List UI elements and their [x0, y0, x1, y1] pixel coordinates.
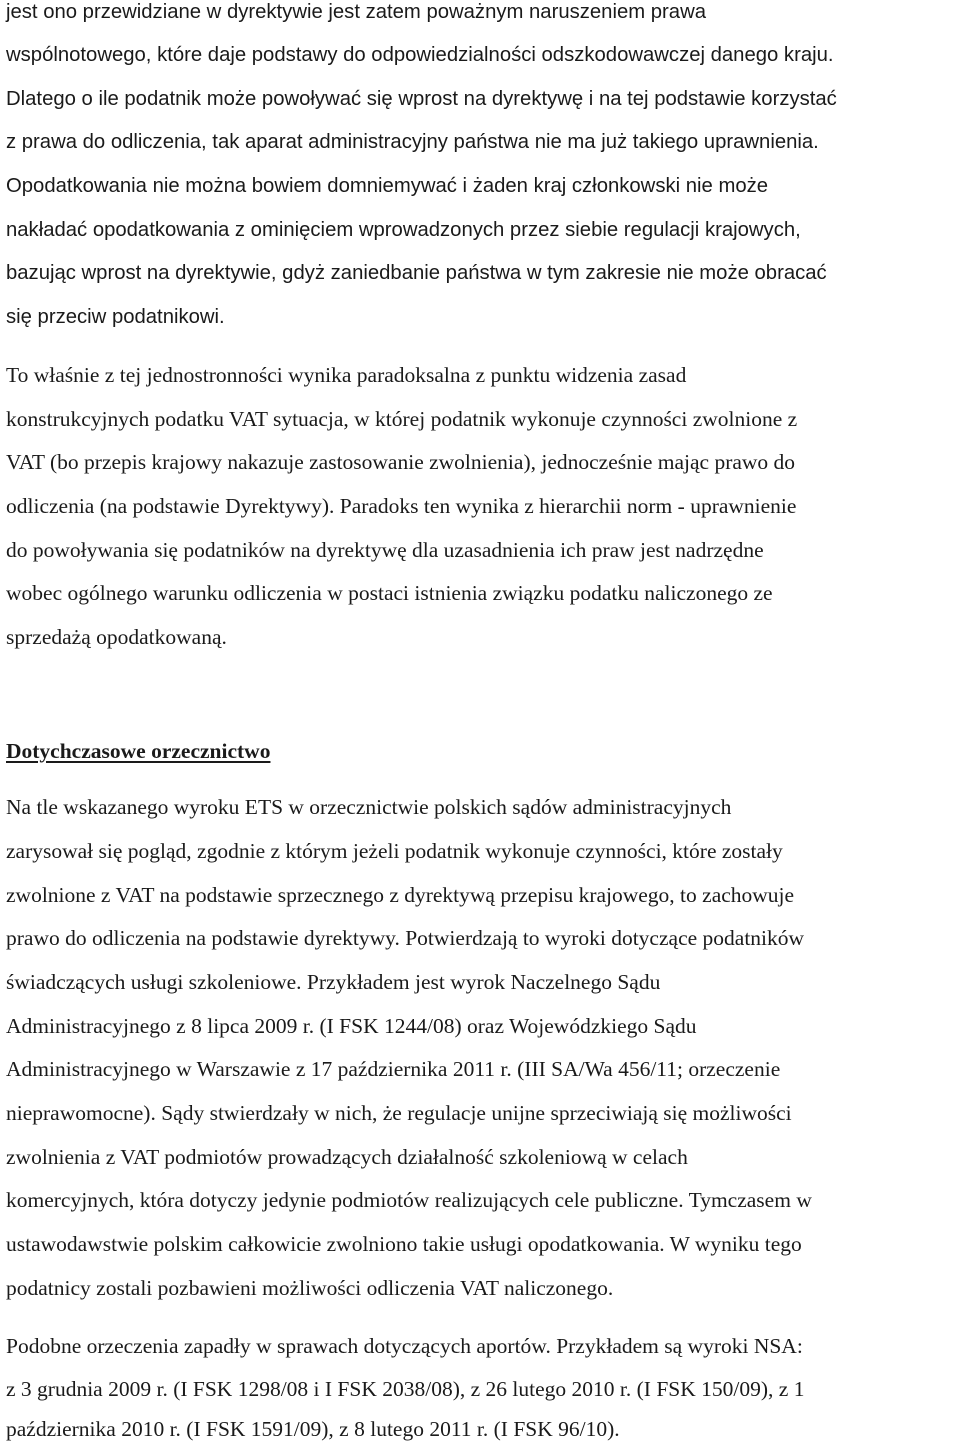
text-line: odliczenia (na podstawie Dyrektywy). Paradoks ten wynika z hierarchii norm - uprawnienie — [6, 494, 797, 518]
text-line: zarysował się pogląd, zgodnie z którym jeżeli podatnik wykonuje czynności, które zostały — [6, 839, 783, 863]
text-line: do powoływania się podatników na dyrektywę dla uzasadnienia ich praw jest nadrzędne — [6, 538, 764, 562]
text-line: sprzedażą opodatkowaną. — [6, 625, 227, 649]
text-line: Opodatkowania nie można bowiem domniemywać i żaden kraj członkowski nie może — [6, 175, 769, 197]
text-line: wspólnotowego, które daje podstawy do odpowiedzialności odszkodowawczej danego kraju. — [6, 44, 834, 66]
text-line: Podobne orzeczenia zapadły w sprawach dotyczących aportów. Przykładem są wyroki NSA: — [6, 1334, 803, 1358]
text-line: z 3 grudnia 2009 r. (I FSK 1298/08 i I FSK 2038/08), z 26 lutego 2010 r. (I FSK 150/09), z 1 — [6, 1377, 805, 1401]
text-line: się przeciw podatnikowi. — [6, 306, 225, 328]
text-line: komercyjnych, która dotyczy jedynie podmiotów realizujących cele publiczne. Tymczasem w — [6, 1188, 812, 1212]
text-line: jest ono przewidziane w dyrektywie jest zatem poważnym naruszeniem prawa — [6, 1, 707, 23]
text-line: wobec ogólnego warunku odliczenia w postaci istnienia związku podatku naliczonego ze — [6, 581, 773, 605]
text-line: nieprawomocne). Sądy stwierdzały w nich, że regulacje unijne sprzeciwiają się możliwości — [6, 1101, 792, 1125]
text-line: świadczących usługi szkoleniowe. Przykładem jest wyrok Naczelnego Sądu — [6, 970, 661, 994]
section-heading: Dotychczasowe orzecznictwo — [6, 739, 271, 763]
text-line: zwolnione z VAT na podstawie sprzecznego z dyrektywą przepisu krajowego, to zachowuje — [6, 883, 795, 907]
text-line: zwolnienia z VAT podmiotów prowadzących działalność szkoleniową w celach — [6, 1145, 688, 1169]
text-line: bazując wprost na dyrektywie, gdyż zaniedbanie państwa w tym zakresie nie może obracać — [6, 262, 827, 284]
text-line: Administracyjnego w Warszawie z 17 października 2011 r. (III SA/Wa 456/11; orzeczenie — [6, 1057, 781, 1081]
text-line: konstrukcyjnych podatku VAT sytuacja, w której podatnik wykonuje czynności zwolnione z — [6, 407, 798, 431]
text-line: Na tle wskazanego wyroku ETS w orzecznictwie polskich sądów administracyjnych — [6, 795, 732, 819]
text-line: nakładać opodatkowania z ominięciem wprowadzonych przez siebie regulacji krajowych, — [6, 219, 801, 241]
text-line: prawo do odliczenia na podstawie dyrektywy. Potwierdzają to wyroki dotyczące podatników — [6, 926, 805, 950]
text-line: października 2010 r. (I FSK 1591/09), z 8 lutego 2011 r. (I FSK 96/10). — [6, 1417, 620, 1441]
text-line: To właśnie z tej jednostronności wynika paradoksalna z punktu widzenia zasad — [6, 363, 687, 387]
text-line: Administracyjnego z 8 lipca 2009 r. (I FSK 1244/08) oraz Wojewódzkiego Sądu — [6, 1014, 697, 1038]
text-line: VAT (bo przepis krajowy nakazuje zastosowanie zwolnienia), jednocześnie mając prawo do — [6, 450, 796, 474]
text-line: podatnicy zostali pozbawieni możliwości odliczenia VAT naliczonego. — [6, 1276, 614, 1300]
text-line: ustawodawstwie polskim całkowicie zwolniono takie usługi opodatkowania. W wyniku tego — [6, 1232, 802, 1256]
text-line: Dlatego o ile podatnik może powoływać się wprost na dyrektywę i na tej podstawie korzystać — [6, 88, 837, 110]
text-line: z prawa do odliczenia, tak aparat administracyjny państwa nie ma już takiego uprawnienia. — [6, 131, 819, 153]
